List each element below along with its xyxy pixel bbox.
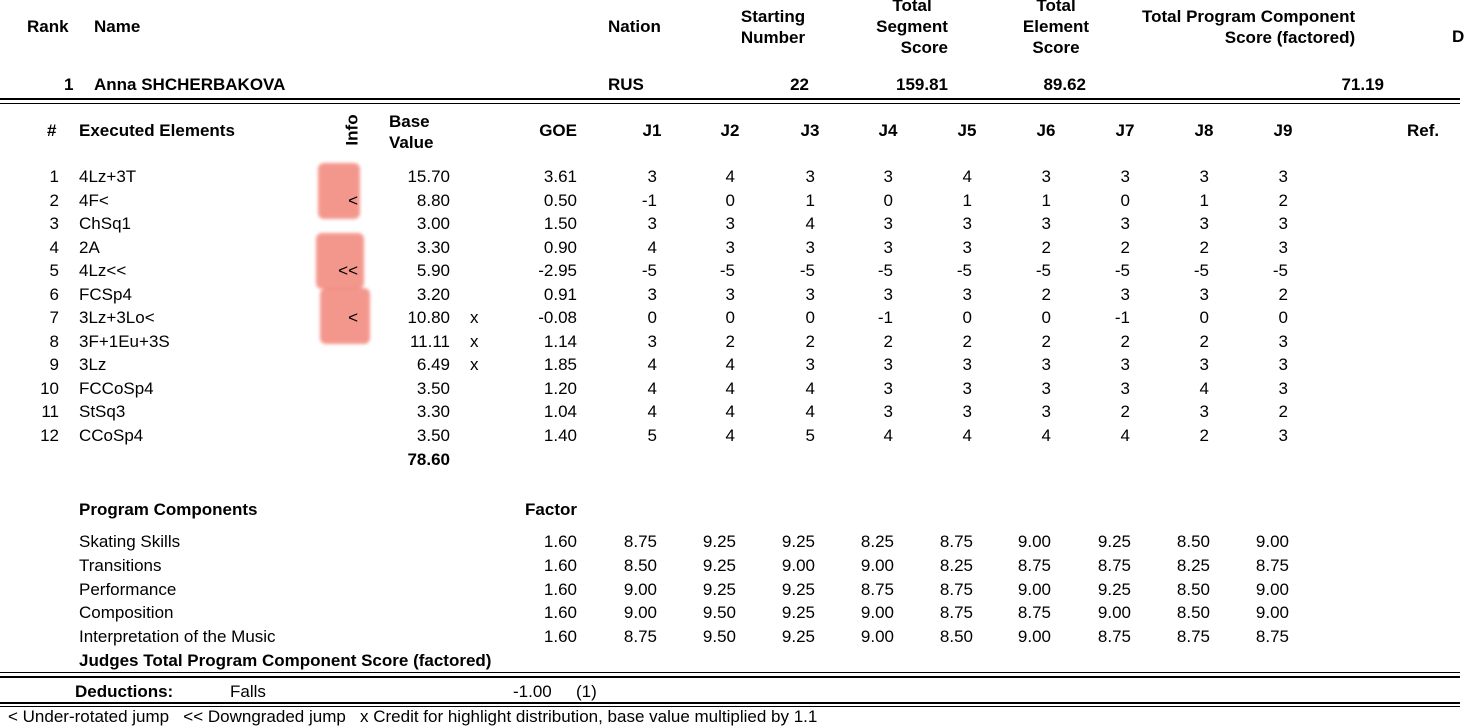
goe-header: GOE (539, 121, 577, 140)
element-goe: -0.08 (538, 308, 577, 327)
element-judge-score: -5 (641, 261, 657, 280)
skater-starting-number: 22 (790, 75, 809, 94)
judge-header-5: J5 (957, 121, 977, 140)
element-judge-score: 3 (805, 355, 815, 374)
element-base-value: 3.30 (416, 402, 450, 421)
element-judge-score: 4 (805, 378, 815, 398)
element-judge-score: 3 (1278, 214, 1288, 233)
component-factor: 1.60 (543, 579, 577, 599)
element-name: StSq3 (79, 402, 126, 421)
element-judge-score: 3 (1120, 378, 1130, 398)
element-judge-score: 4 (725, 425, 735, 445)
element-judge-score: 2 (883, 331, 893, 351)
element-judge-score: 3 (883, 214, 893, 233)
component-judge-score: 9.00 (623, 603, 657, 623)
element-judge-score: 2 (1199, 425, 1209, 445)
element-judge-score: 0 (647, 308, 657, 327)
judge-header-1: J1 (642, 121, 662, 140)
element-judge-score: 3 (725, 284, 735, 304)
component-judge-score: 8.75 (623, 627, 657, 646)
judge-header-9: J9 (1273, 121, 1293, 140)
total-pcs-header: Total Program Component Score (factored) (1142, 7, 1356, 47)
element-judge-score: 5 (805, 425, 815, 445)
component-judge-score: 8.75 (1097, 627, 1131, 646)
element-number: 8 (49, 331, 59, 351)
component-judge-score: 8.75 (939, 579, 973, 599)
element-bonus-marker: x (470, 355, 479, 374)
element-info: << (338, 261, 358, 280)
element-bonus-marker: x (470, 331, 479, 351)
element-judge-score: 2 (1120, 237, 1130, 257)
component-name: Composition (79, 603, 174, 623)
element-judge-score: 3 (1199, 355, 1209, 374)
component-judge-score: 8.75 (1255, 555, 1289, 575)
component-judge-score: 9.00 (1097, 603, 1131, 623)
element-judge-score: 3 (883, 167, 893, 186)
element-number: 5 (49, 261, 59, 280)
info-header: Info (342, 114, 362, 146)
deductions-label: Deductions: (75, 682, 174, 701)
element-judge-score: -1 (1114, 308, 1130, 327)
element-goe: -2.95 (538, 261, 577, 280)
element-judge-score: 2 (1041, 331, 1051, 351)
component-judge-score: 9.00 (860, 555, 894, 575)
component-judge-score: 8.75 (1017, 555, 1051, 575)
element-number: 6 (49, 284, 59, 304)
element-name: ChSq1 (79, 214, 131, 233)
component-judge-score: 9.00 (781, 555, 815, 575)
component-name: Interpretation of the Music (79, 627, 276, 646)
skater-rank: 1 (64, 75, 74, 94)
element-judge-score: 3 (1278, 355, 1288, 374)
element-judge-score: 4 (883, 425, 893, 445)
rank-header: Rank (27, 17, 69, 36)
component-judge-score: 9.25 (1097, 532, 1131, 551)
element-judge-score: 0 (1278, 308, 1288, 327)
info-highlight (320, 288, 370, 344)
element-name: 3F+1Eu+3S (79, 331, 170, 351)
judge-header-4: J4 (878, 121, 898, 140)
base-value-header: Base Value (389, 112, 434, 152)
element-judge-score: 3 (1041, 355, 1051, 374)
element-judge-score: 4 (725, 355, 735, 374)
element-base-value: 8.80 (416, 190, 450, 210)
component-name: Transitions (79, 555, 162, 575)
divider-line (0, 676, 1460, 678)
executed-elements-header: Executed Elements (79, 121, 235, 140)
judge-header-2: J2 (720, 121, 740, 140)
element-judge-score: 4 (725, 167, 735, 186)
element-judge-score: 2 (725, 331, 735, 351)
element-judge-score: 2 (962, 331, 972, 351)
element-judge-score: 3 (883, 284, 893, 304)
judges-total-pcs-label: Judges Total Program Component Score (factored) (79, 651, 492, 670)
component-judge-score: 8.75 (1255, 627, 1289, 646)
component-judge-score: 9.00 (1017, 627, 1051, 646)
judge-header-8: J8 (1194, 121, 1214, 140)
component-factor: 1.60 (543, 603, 577, 623)
element-goe: 0.90 (543, 237, 577, 257)
element-name: CCoSp4 (79, 425, 144, 445)
component-factor: 1.60 (543, 555, 577, 575)
component-judge-score: 9.00 (860, 627, 894, 646)
component-judge-score: 8.25 (939, 555, 973, 575)
nation-header: Nation (608, 17, 661, 36)
component-judge-score: 8.75 (1176, 627, 1210, 646)
element-name: FCCoSp4 (79, 378, 154, 398)
element-judge-score: 3 (962, 378, 972, 398)
element-judge-score: 4 (647, 378, 657, 398)
element-goe: 1.50 (543, 214, 577, 233)
element-bonus-marker: x (470, 308, 479, 327)
element-judge-score: 3 (1120, 355, 1130, 374)
element-judge-score: 4 (1120, 425, 1130, 445)
element-judge-score: 2 (1199, 237, 1209, 257)
component-judge-score: 9.00 (623, 579, 657, 599)
component-judge-score: 9.25 (702, 579, 736, 599)
element-number: 10 (40, 378, 59, 398)
element-base-value: 3.00 (416, 214, 450, 233)
program-components-title: Program Components (79, 500, 258, 519)
element-number: 4 (49, 237, 59, 257)
deductions-type: Falls (230, 682, 266, 701)
skater-name: Anna SHCHERBAKOVA (94, 75, 286, 94)
element-judge-score: 2 (1278, 284, 1288, 304)
element-number: 11 (41, 402, 59, 421)
element-number-header: # (47, 121, 57, 140)
component-judge-score: 8.75 (860, 579, 894, 599)
element-judge-score: 3 (962, 214, 972, 233)
component-factor: 1.60 (543, 532, 577, 551)
component-judge-score: 9.25 (781, 627, 815, 646)
divider-line (0, 672, 1460, 673)
element-judge-score: 3 (1120, 167, 1130, 186)
element-judge-score: 3 (962, 284, 972, 304)
ref-header: Ref. (1407, 121, 1440, 140)
component-judge-score: 9.25 (1097, 579, 1131, 599)
component-name: Skating Skills (79, 532, 181, 551)
element-judge-score: 3 (1278, 237, 1288, 257)
element-base-value: 3.30 (416, 237, 450, 257)
element-judge-score: 4 (647, 355, 657, 374)
element-judge-score: 0 (962, 308, 972, 327)
skater-nation: RUS (608, 75, 644, 94)
element-judge-score: 4 (962, 167, 972, 186)
deductions-count: (1) (576, 682, 597, 701)
element-judge-score: 3 (1041, 214, 1051, 233)
element-judge-score: 2 (1041, 237, 1051, 257)
divider-line (0, 98, 1460, 100)
starting-number-header: Starting Number (740, 7, 806, 47)
element-judge-score: 5 (647, 425, 657, 445)
component-judge-score: 9.25 (781, 532, 815, 551)
element-judge-score: 2 (1120, 402, 1130, 421)
component-judge-score: 9.25 (702, 532, 736, 551)
element-judge-score: -5 (956, 261, 972, 280)
element-base-value: 5.90 (416, 261, 450, 280)
element-judge-score: -5 (1272, 261, 1288, 280)
element-info: < (348, 190, 358, 210)
element-judge-score: 1 (962, 190, 972, 210)
element-judge-score: 3 (883, 402, 893, 421)
divider-line (0, 103, 1460, 104)
element-base-value: 15.70 (407, 167, 450, 186)
element-name: 3Lz (79, 355, 107, 374)
element-base-value: 3.20 (416, 284, 450, 304)
element-judge-score: 0 (725, 308, 735, 327)
element-judge-score: 3 (1041, 378, 1051, 398)
judge-header-6: J6 (1036, 121, 1056, 140)
element-judge-score: 3 (883, 237, 893, 257)
element-judge-score: 0 (1199, 308, 1209, 327)
element-judge-score: 3 (725, 214, 735, 233)
element-base-value: 10.80 (407, 308, 450, 327)
element-judge-score: 0 (883, 190, 893, 210)
judge-header-3: J3 (800, 121, 820, 140)
element-goe: 0.50 (543, 190, 577, 210)
component-judge-score: 9.00 (1255, 579, 1289, 599)
component-judge-score: 8.75 (623, 532, 657, 551)
element-judge-score: -5 (877, 261, 893, 280)
element-name: 4F< (79, 190, 109, 210)
element-judge-score: 4 (647, 402, 657, 421)
element-judge-score: 0 (805, 308, 815, 327)
element-judge-score: 0 (1041, 308, 1051, 327)
component-judge-score: 8.50 (1176, 603, 1210, 623)
element-goe: 3.61 (543, 167, 577, 186)
name-header: Name (94, 17, 141, 36)
element-goe: 1.14 (543, 331, 577, 351)
component-judge-score: 9.00 (1255, 603, 1289, 623)
element-goe: 1.04 (543, 402, 577, 421)
element-judge-score: 3 (883, 355, 893, 374)
element-judge-score: 3 (1278, 331, 1288, 351)
component-judge-score: 9.00 (1255, 532, 1289, 551)
element-judge-score: 2 (1120, 331, 1130, 351)
element-judge-score: 3 (805, 167, 815, 186)
element-number: 7 (49, 308, 59, 327)
deductions-value: -1.00 (513, 682, 552, 701)
component-judge-score: 8.25 (1176, 555, 1210, 575)
element-judge-score: -5 (1114, 261, 1130, 280)
element-judge-score: 4 (1041, 425, 1051, 445)
element-base-value: 3.50 (416, 425, 450, 445)
component-judge-score: 8.75 (1097, 555, 1131, 575)
element-judge-score: 3 (1278, 378, 1288, 398)
element-judge-score: 3 (647, 167, 657, 186)
element-judge-score: 3 (1120, 214, 1130, 233)
element-judge-score: 4 (805, 214, 815, 233)
element-judge-score: 2 (1278, 402, 1288, 421)
element-judge-score: -5 (1035, 261, 1051, 280)
element-name: FCSp4 (79, 284, 132, 304)
element-judge-score: -5 (1193, 261, 1209, 280)
element-judge-score: 0 (725, 190, 735, 210)
element-judge-score: 3 (725, 237, 735, 257)
element-judge-score: 2 (1041, 284, 1051, 304)
skater-total-element-score: 89.62 (1043, 75, 1086, 94)
element-judge-score: 4 (725, 402, 735, 421)
base-value-total: 78.60 (407, 450, 450, 469)
element-judge-score: 1 (1199, 190, 1209, 210)
element-number: 9 (49, 355, 59, 374)
element-judge-score: 3 (883, 378, 893, 398)
element-goe: 1.85 (543, 355, 577, 374)
factor-header: Factor (525, 500, 577, 519)
element-base-value: 6.49 (416, 355, 450, 374)
element-judge-score: 1 (805, 190, 815, 210)
component-judge-score: 9.00 (1017, 532, 1051, 551)
element-judge-score: 3 (805, 284, 815, 304)
element-judge-score: 2 (805, 331, 815, 351)
element-judge-score: 3 (805, 237, 815, 257)
divider-line (0, 702, 1460, 704)
element-judge-score: 0 (1120, 190, 1130, 210)
element-judge-score: -1 (877, 308, 893, 327)
element-judge-score: 3 (962, 237, 972, 257)
element-judge-score: 2 (1278, 190, 1288, 210)
element-judge-score: 2 (1199, 331, 1209, 351)
element-name: 3Lz+3Lo< (79, 308, 155, 327)
element-judge-score: -5 (799, 261, 815, 280)
element-number: 2 (49, 190, 59, 210)
component-judge-score: 8.75 (939, 603, 973, 623)
element-judge-score: 3 (1199, 284, 1209, 304)
element-judge-score: 3 (647, 284, 657, 304)
element-judge-score: 3 (1199, 214, 1209, 233)
skater-total-segment-score: 159.81 (896, 75, 948, 94)
element-judge-score: 4 (725, 378, 735, 398)
element-goe: 1.20 (543, 378, 577, 398)
component-judge-score: 9.25 (702, 555, 736, 575)
component-judge-score: 9.25 (781, 579, 815, 599)
element-judge-score: 3 (1278, 425, 1288, 445)
component-judge-score: 9.25 (781, 603, 815, 623)
element-goe: 1.40 (543, 425, 577, 445)
element-judge-score: -1 (641, 190, 657, 210)
component-judge-score: 9.50 (702, 603, 736, 623)
element-judge-score: 3 (1120, 284, 1130, 304)
component-judge-score: 8.25 (860, 532, 894, 551)
footnote: < Under-rotated jump << Downgraded jump x Credit for highlight distribution, base value multiplied by 1.1 (8, 707, 818, 726)
element-judge-score: 4 (805, 402, 815, 421)
element-judge-score: 3 (1041, 167, 1051, 186)
element-judge-score: 1 (1041, 190, 1051, 210)
element-goe: 0.91 (543, 284, 577, 304)
component-judge-score: 9.00 (860, 603, 894, 623)
element-judge-score: 4 (1199, 378, 1209, 398)
element-judge-score: 3 (962, 402, 972, 421)
element-base-value: 3.50 (416, 378, 450, 398)
total-segment-score-header: Total Segment Score (876, 0, 948, 57)
component-judge-score: 8.50 (939, 627, 973, 646)
component-judge-score: 8.50 (1176, 579, 1210, 599)
element-judge-score: 3 (1278, 167, 1288, 186)
element-judge-score: 3 (1041, 402, 1051, 421)
component-judge-score: 8.75 (1017, 603, 1051, 623)
element-judge-score: 3 (647, 331, 657, 351)
skater-total-pcs: 71.19 (1341, 75, 1384, 94)
component-judge-score: 8.75 (939, 532, 973, 551)
component-judge-score: 9.50 (702, 627, 736, 646)
element-judge-score: 3 (647, 214, 657, 233)
element-judge-score: 3 (1199, 167, 1209, 186)
element-judge-score: -5 (719, 261, 735, 280)
component-name: Performance (79, 579, 177, 599)
judge-header-7: J7 (1115, 121, 1135, 140)
total-element-score-header: Total Element Score (1022, 0, 1090, 57)
element-judge-score: 3 (962, 355, 972, 374)
component-factor: 1.60 (543, 627, 577, 646)
element-judge-score: 4 (962, 425, 972, 445)
element-judge-score: 3 (1199, 402, 1209, 421)
component-judge-score: 8.50 (623, 555, 657, 575)
element-name: 2A (79, 237, 100, 257)
element-number: 12 (40, 425, 59, 445)
element-number: 1 (49, 167, 59, 186)
element-info: < (348, 308, 358, 327)
deductions-column-header-cut: D (1452, 27, 1464, 46)
element-judge-score: 4 (647, 237, 657, 257)
element-name: 4Lz<< (79, 261, 127, 280)
element-number: 3 (49, 214, 59, 233)
element-base-value: 11.11 (409, 331, 450, 351)
component-judge-score: 9.00 (1017, 579, 1051, 599)
element-name: 4Lz+3T (79, 167, 137, 186)
component-judge-score: 8.50 (1176, 532, 1210, 551)
